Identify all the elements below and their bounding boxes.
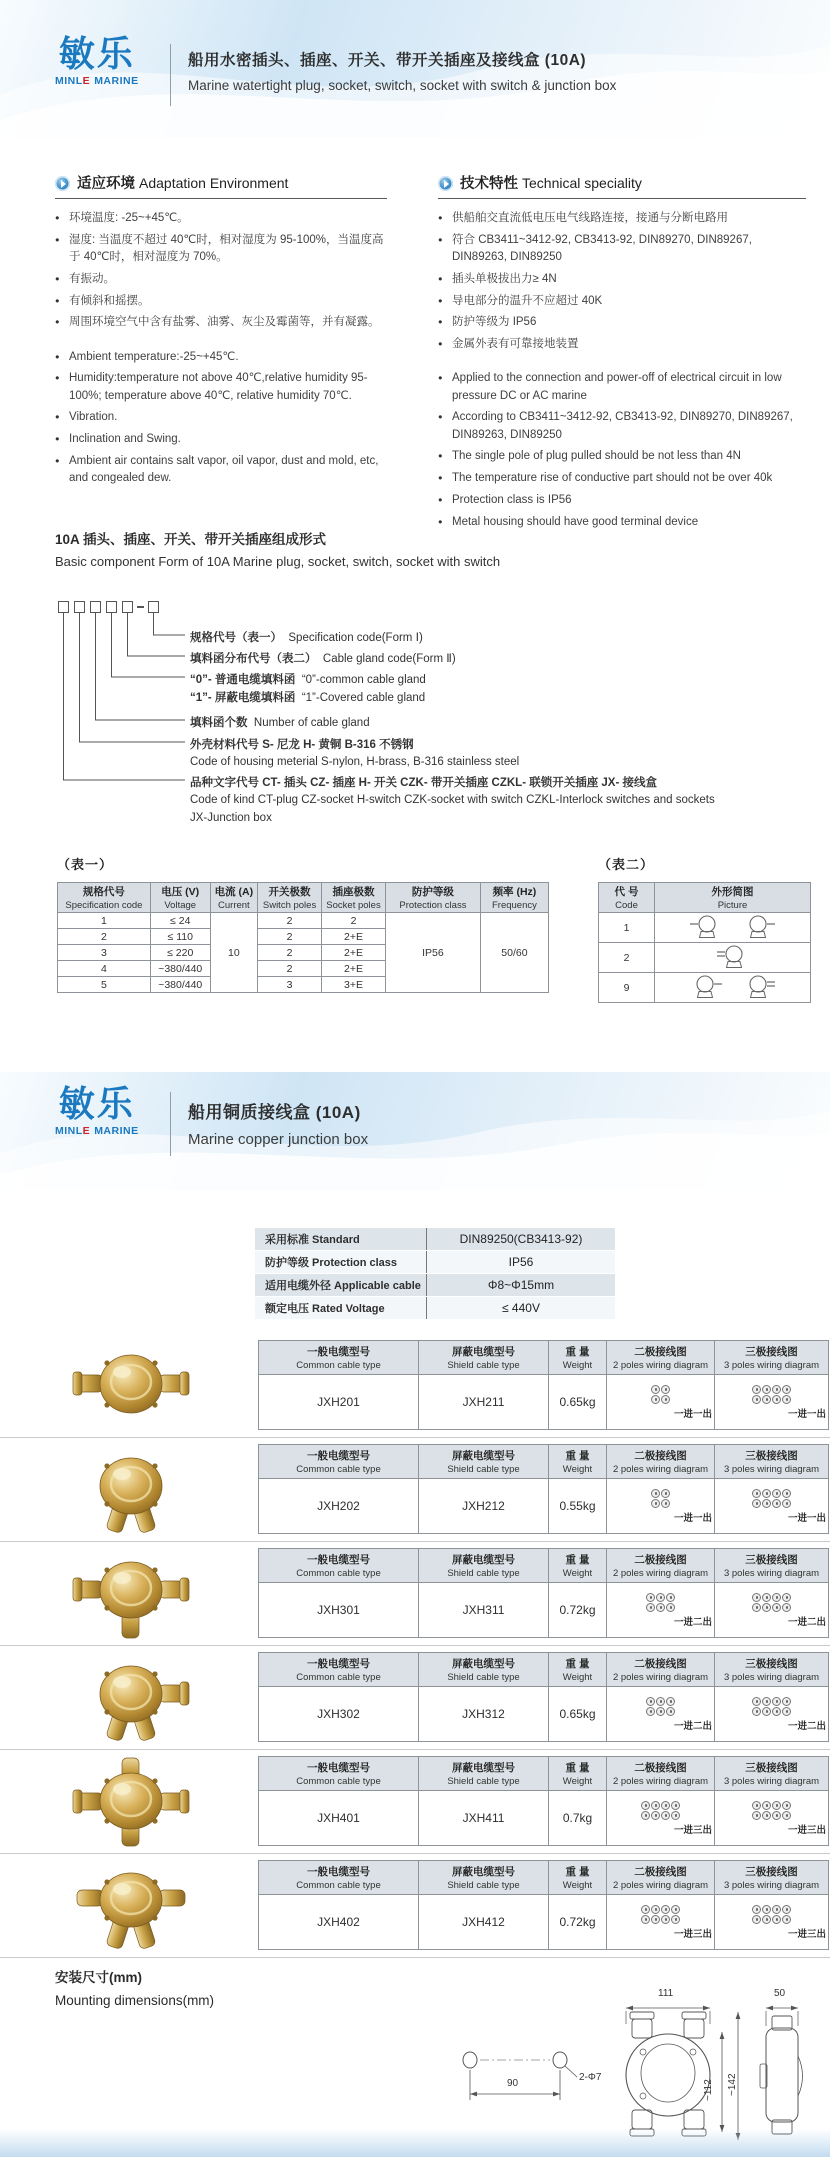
cell-picture (655, 943, 811, 973)
cell-code: 1 (599, 913, 655, 943)
cell-current: 10 (210, 913, 257, 993)
form2-caption: （表二） (598, 857, 655, 872)
logo-en-text (55, 76, 139, 87)
list-item: ● 湿度: 当温度不超过 40℃时，相对湿度为 95-100%，当温度高于 40℃时，相对湿度为 70%。 (55, 232, 387, 267)
junction-box-photo-2way-front (71, 1444, 191, 1536)
spec-row (255, 1274, 615, 1296)
wiring-caption: 一进二出 (673, 1617, 712, 1628)
company-logo (55, 1083, 139, 1137)
list-item: ● 周围环境空气中含有盐雾、油雾、灰尘及霉菌等，并有凝露。 (55, 314, 387, 331)
logo-cn-text: 敏乐 (58, 1083, 135, 1124)
terminal-block (646, 1592, 676, 1612)
form1-header-row (58, 883, 549, 913)
product-header-row: 一般电缆型号 Common cable type 屏蔽电缆型号 Shield cable type 重 量 Weight 二极接线图 2 poles wiring diagram 三极接线图 3 poles wiring diagram (259, 1757, 829, 1791)
product-table (258, 1444, 829, 1534)
wiring-caption: 一进三出 (787, 1929, 826, 1940)
component-form-title-cn: 10A 插头、插座、开关、带开关插座组成形式 (55, 532, 327, 547)
diagram-label-housing-cn: 外壳材料代号 S- 尼龙 H- 黄铜 B-316 不锈钢 (190, 739, 414, 751)
product-value-row (259, 1583, 829, 1638)
form2-row (599, 913, 811, 943)
section-arrow-icon (55, 176, 70, 191)
col-shield-type: 屏蔽电缆型号 Shield cable type (419, 1341, 549, 1375)
cell-shield-model: JXH411 (419, 1791, 549, 1846)
technical-section (438, 172, 806, 535)
wiring-caption: 一进一出 (787, 1409, 826, 1420)
product-row (0, 1542, 830, 1646)
form2-table (598, 882, 811, 1003)
bottom-wave-strip (0, 2129, 830, 2157)
form1-row: 4 ~380/440 2 2+E (58, 961, 549, 977)
logo-en-text: MINLE MARINE (55, 1125, 139, 1137)
diagram-label-kind-en: Code of kind CT-plug CZ-socket H-switch CZK-socket with switch CZKL-Interlock switches and sockets (190, 794, 715, 806)
list-item: ● Humidity:temperature not above 40℃,relative humidity 95-100%; temperature above 40℃, relative humidity 70℃. (55, 370, 387, 405)
spec-label: 适用电缆外径 Applicable cable (255, 1274, 427, 1296)
gland-left-double-icon (715, 944, 751, 971)
product-photo (38, 1651, 223, 1745)
logo-cn-text: 敏乐 (58, 33, 135, 74)
wiring-caption: 一进二出 (787, 1721, 826, 1732)
cell-weight: 0.55kg (549, 1479, 607, 1534)
adaptation-list-en (55, 349, 387, 488)
cell-weight: 0.7kg (549, 1791, 607, 1846)
spec-value: Φ8~Φ15mm (487, 1278, 555, 1292)
section-arrow-icon (438, 176, 453, 191)
mounting-title-cn: 安装尺寸(mm) (55, 1970, 142, 1985)
product-photo (38, 1859, 223, 1953)
cell-code: 9 (599, 973, 655, 1003)
cell-3pole-diagram (715, 1375, 829, 1430)
list-item: ● 有倾斜和摇摆。 (55, 293, 387, 310)
terminal-block (752, 1696, 792, 1716)
list-item: ● According to CB3411~3412-92, CB3413-92, DIN89270, DIN89267, DIN89263, DIN89250 (438, 409, 806, 444)
list-item: ● 符合 CB3411~3412-92, CB3413-92, DIN89270, DIN89267, DIN89263, DIN89250 (438, 232, 806, 267)
product-table (258, 1340, 829, 1430)
form1-row: 5 ~380/440 3 3+E (58, 977, 549, 993)
product-row (0, 1438, 830, 1542)
dim-pitch-label: 90 (507, 2078, 519, 2089)
dim-side-label: 50 (774, 1988, 786, 1999)
form2-row (599, 943, 811, 973)
col-code: 代 号 Code (599, 883, 655, 913)
form2-header-row (599, 883, 811, 913)
terminal-block (752, 1488, 792, 1508)
product-table (258, 1652, 829, 1742)
form1-row (58, 913, 549, 929)
component-form-title (55, 528, 500, 569)
cell-frequency: 50/60 (480, 913, 548, 993)
adaptation-section (55, 172, 387, 492)
technical-section-title (438, 172, 806, 199)
gland-left-single-icon (688, 914, 724, 941)
terminal-block (752, 1592, 792, 1612)
form1-table (57, 882, 549, 993)
terminal-block (646, 1696, 676, 1716)
cell-protection: IP56 (385, 913, 480, 993)
col-protection: 防护等级 Protection class (385, 883, 480, 913)
product-row (0, 1334, 830, 1438)
cell-weight: 0.65kg (549, 1375, 607, 1430)
junction-box-photo-3way (71, 1548, 191, 1640)
junction-box-photo-4way (71, 1756, 191, 1848)
list-item: ● 有振动。 (55, 271, 387, 288)
spec-label: 采用标准 Standard (255, 1228, 427, 1250)
product-value-row (259, 1791, 829, 1846)
cell-switch: 2 (258, 913, 322, 929)
list-item: ● 环境温度: -25~+45℃。 (55, 210, 387, 227)
cell-common-model: JXH202 (259, 1479, 419, 1534)
col-socket-poles: 插座极数 Socket poles (322, 883, 386, 913)
cell-voltage: ≤ 24 (150, 913, 210, 929)
technical-list-cn (438, 210, 806, 353)
product-table (258, 1548, 829, 1638)
dim-height-outer-label: ~142 (727, 2073, 738, 2096)
wiring-caption: 一进二出 (673, 1721, 712, 1732)
cell-shield-model: JXH212 (419, 1479, 549, 1534)
product-header-row: 一般电缆型号 Common cable type 屏蔽电缆型号 Shield cable type 重 量 Weight 二极接线图 2 poles wiring diagram 三极接线图 3 poles wiring diagram (259, 1861, 829, 1895)
dim-hole-label: 2-Φ7 (579, 2072, 602, 2083)
product-photo (38, 1443, 223, 1537)
list-item: ● Ambient air contains salt vapor, oil vapor, dust and mold, etc, and congealed dew. (55, 453, 387, 488)
diagram-label-covered-gland: “1”- 屏蔽电缆填料函 “1”-Covered cable gland (190, 692, 426, 704)
wiring-caption: 一进一出 (673, 1409, 712, 1420)
list-item: ● Metal housing should have good terminal device (438, 514, 806, 531)
wiring-caption: 一进一出 (673, 1513, 712, 1524)
logo-en-part2: MARINE (94, 75, 139, 87)
product-table (258, 1756, 829, 1846)
mounting-title-en: Mounting dimensions(mm) (55, 1993, 215, 2008)
product-header-row: 一般电缆型号 Common cable type 屏蔽电缆型号 Shield cable type 重 量 Weight 二极接线图 2 poles wiring diagram 三极接线图 3 poles wiring diagram (259, 1445, 829, 1479)
spec-row (255, 1251, 615, 1273)
diagram-label-spec: 规格代号（表一） Specification code(Form Ⅰ) (190, 632, 423, 644)
spec-label: 额定电压 Rated Voltage (255, 1297, 427, 1319)
col-frequency: 频率 (Hz) Frequency (480, 883, 548, 913)
terminal-block (752, 1384, 792, 1404)
wiring-caption: 一进三出 (787, 1825, 826, 1836)
section2-title-en: Marine copper junction box (188, 1131, 369, 1148)
product-row (0, 1646, 830, 1750)
page-title-cn: 船用水密插头、插座、开关、带开关插座及接线盒 (10A) (188, 52, 587, 69)
list-item: ● Inclination and Swing. (55, 431, 387, 448)
dim-height-inner-label: ~112 (703, 2079, 714, 2101)
cell-code: 2 (599, 943, 655, 973)
list-item: ● 导电部分的温升不应超过 40K (438, 293, 806, 310)
terminal-block (641, 1800, 681, 1820)
diagram-label-kind-cn: 品种文字代号 CT- 插头 CZ- 插座 H- 开关 CZK- 带开关插座 CZKL- 联锁开关插座 JX- 接线盒 (190, 777, 658, 789)
product-value-row (259, 1479, 829, 1534)
section2-title-cn: 船用铜质接线盒 (10A) (188, 1103, 361, 1122)
col-voltage: 电压 (V) Voltage (150, 883, 210, 913)
cell-shield-model: JXH412 (419, 1895, 549, 1950)
section-title-cn: 适应环境 (77, 176, 135, 192)
cell-common-model: JXH402 (259, 1895, 419, 1950)
junction-box-photo-4way-front (71, 1860, 191, 1952)
cell-shield-model: JXH312 (419, 1687, 549, 1742)
section2-title-block (188, 1098, 368, 1148)
form1-caption: （表一） (57, 857, 114, 872)
list-item: ● 插头单极拔出力≥ 4N (438, 271, 806, 288)
spec-label: 防护等级 Protection class (255, 1251, 427, 1273)
col-weight: 重 量 Weight (549, 1341, 607, 1375)
header-band-top (0, 0, 830, 138)
junction-box-photo-3way-front (71, 1652, 191, 1744)
code-diagram (55, 583, 775, 833)
cell-weight: 0.72kg (549, 1895, 607, 1950)
product-header-row (259, 1341, 829, 1375)
header-band-middle (0, 1072, 830, 1190)
page-title-block (188, 48, 616, 93)
standards-table (255, 1228, 615, 1320)
form2-row (599, 973, 811, 1003)
gland-right-single-icon (741, 914, 777, 941)
wiring-caption: 一进一出 (787, 1513, 826, 1524)
product-header-row: 一般电缆型号 Common cable type 屏蔽电缆型号 Shield cable type 重 量 Weight 二极接线图 2 poles wiring diagram 三极接线图 3 poles wiring diagram (259, 1549, 829, 1583)
product-row (0, 1854, 830, 1958)
product-photo (38, 1339, 223, 1433)
cell-common-model: JXH201 (259, 1375, 419, 1430)
cell-shield-model: JXH311 (419, 1583, 549, 1638)
section-title-en: Adaptation Environment (139, 175, 289, 191)
diagram-label-housing-en: Code of housing meterial S-nylon, H-brass, B-316 stainless steel (190, 756, 520, 768)
diagram-label-gland: 填料函分布代号（表二） Cable gland code(Form Ⅱ) (190, 653, 456, 665)
gland-right-double-icon (741, 974, 777, 1001)
adaptation-list-cn (55, 210, 387, 332)
list-item: ● The temperature rise of conductive part should not be over 40k (438, 470, 806, 487)
technical-list-en (438, 370, 806, 531)
product-value-row (259, 1687, 829, 1742)
spec-row (255, 1228, 615, 1250)
dim-width-label: 111 (658, 1988, 674, 1999)
mounting-title (55, 1966, 214, 2008)
header-divider (170, 44, 171, 106)
product-table (258, 1860, 829, 1950)
col-current: 电流 (A) Current (210, 883, 257, 913)
diagram-label-common-gland: “0”- 普通电缆填料函 “0”-common cable gland (190, 674, 426, 686)
wiring-caption: 一进二出 (787, 1617, 826, 1628)
cell-common-model: JXH401 (259, 1791, 419, 1846)
logo-en-accent: E (82, 75, 91, 87)
cell-weight: 0.72kg (549, 1583, 607, 1638)
cell-shield-model: JXH211 (419, 1375, 549, 1430)
col-common-type: 一般电缆型号 Common cable type (259, 1341, 419, 1375)
terminal-block (752, 1800, 792, 1820)
list-item: ● Ambient temperature:-25~+45℃. (55, 349, 387, 366)
cell-2pole-diagram (607, 1375, 715, 1430)
list-item: ● 金属外表有可靠接地装置 (438, 336, 806, 353)
form1-row: 3 ≤ 220 2 2+E (58, 945, 549, 961)
diagram-label-number: 填料函个数 Number of cable gland (190, 717, 370, 729)
side-view-drawing (752, 1998, 814, 2150)
cell-common-model: JXH301 (259, 1583, 419, 1638)
list-item: ● Protection class is IP56 (438, 492, 806, 509)
col-3pole-diagram: 三极接线图 3 poles wiring diagram (715, 1341, 829, 1375)
spec-row (255, 1297, 615, 1319)
list-item: ● 供船舶交直流低电压电气线路连接，接通与分断电路用 (438, 210, 806, 227)
list-item: ● Applied to the connection and power-off of electrical circuit in low pressure DC or AC marine (438, 370, 806, 405)
list-item: ● The single pole of plug pulled should be not less than 4N (438, 448, 806, 465)
list-item: ● Vibration. (55, 409, 387, 426)
product-header-row: 一般电缆型号 Common cable type 屏蔽电缆型号 Shield cable type 重 量 Weight 二极接线图 2 poles wiring diagram 三极接线图 3 poles wiring diagram (259, 1653, 829, 1687)
spec-value: ≤ 440V (502, 1301, 540, 1315)
product-value-row (259, 1375, 829, 1430)
terminal-block (641, 1904, 681, 1924)
product-photo (38, 1755, 223, 1849)
spec-value: IP56 (508, 1255, 534, 1269)
section-title-cn: 技术特性 (460, 176, 518, 192)
cell-code: 1 (58, 913, 151, 929)
product-row (0, 1750, 830, 1854)
junction-box-photo-2way (71, 1340, 191, 1432)
adaptation-section-title (55, 172, 387, 199)
product-value-row (259, 1895, 829, 1950)
col-switch-poles: 开关极数 Switch poles (258, 883, 322, 913)
company-logo (55, 33, 139, 87)
component-form-title-en: Basic component Form of 10A Marine plug, socket, switch, socket with switch (55, 554, 501, 569)
gland-right-single-icon (688, 974, 724, 1001)
col-picture: 外形简图 Picture (655, 883, 811, 913)
cell-common-model: JXH302 (259, 1687, 419, 1742)
page-title-en: Marine watertight plug, socket, switch, socket with switch & junction box (188, 78, 617, 93)
diagram-label-kind-en2: JX-Junction box (190, 812, 272, 824)
section-title-en: Technical speciality (522, 175, 642, 191)
spec-value: DIN89250(CB3413-92) (459, 1232, 583, 1246)
list-item: ● 防护等级为 IP56 (438, 314, 806, 331)
product-list (0, 1334, 830, 1958)
wiring-caption: 一进三出 (673, 1929, 712, 1940)
terminal-block (651, 1384, 671, 1404)
col-2pole-diagram: 二极接线图 2 poles wiring diagram (607, 1341, 715, 1375)
col-spec-code: 规格代号 Specification code (58, 883, 151, 913)
cell-socket: 2 (322, 913, 386, 929)
terminal-block (752, 1904, 792, 1924)
header-divider (170, 1092, 171, 1156)
logo-en-part1: MINL (55, 75, 83, 87)
terminal-block (651, 1488, 671, 1508)
cell-weight: 0.65kg (549, 1687, 607, 1742)
cell-picture (655, 973, 811, 1003)
form1-row: 2 ≤ 110 2 2+E (58, 929, 549, 945)
product-photo (38, 1547, 223, 1641)
wiring-caption: 一进三出 (673, 1825, 712, 1836)
cell-picture (655, 913, 811, 943)
